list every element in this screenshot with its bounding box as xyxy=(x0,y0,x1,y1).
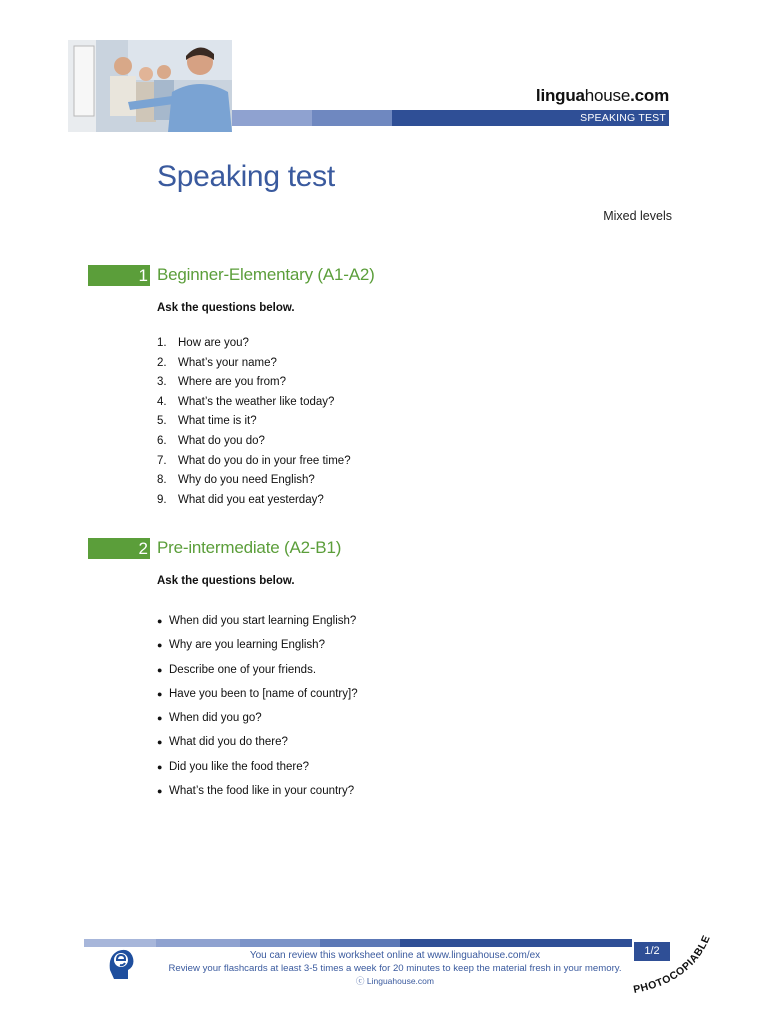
header-section-label: SPEAKING TEST xyxy=(580,112,666,124)
bullet-text: Describe one of your friends. xyxy=(169,663,317,676)
footer-flashcards-note: Review your flashcards at least 3-5 times a week for 20 minutes to keep the material fresh in your memory. xyxy=(168,963,622,974)
section-1-title: Beginner-Elementary (A1-A2) xyxy=(157,265,375,284)
question-number: 8. xyxy=(157,474,167,487)
brand-bold: lingua xyxy=(535,86,585,105)
question-text: What’s your name? xyxy=(178,356,277,369)
question-item xyxy=(157,471,351,491)
section-1-instruction: Ask the questions below. xyxy=(157,302,295,314)
footer-bar-dark xyxy=(400,939,632,947)
question-item xyxy=(157,334,351,354)
bullet-icon: ● xyxy=(157,640,163,651)
question-text: How are you? xyxy=(178,337,249,349)
question-item xyxy=(157,373,351,393)
question-number: 5. xyxy=(157,415,167,428)
section-1-question-list xyxy=(157,334,351,510)
bullet-text: When did you start learning English? xyxy=(169,615,357,627)
bullet-text: When did you go? xyxy=(169,712,262,725)
question-number: 7. xyxy=(157,454,167,467)
section-2-instruction: Ask the questions below. xyxy=(157,575,295,587)
header-bar-light xyxy=(232,110,312,126)
bullet-text: Have you been to [name of country]? xyxy=(169,687,358,700)
question-text: What do you do? xyxy=(178,434,265,447)
question-text: What time is it? xyxy=(178,415,257,428)
header-bar-mid xyxy=(312,110,392,126)
question-item xyxy=(157,432,351,452)
question-item xyxy=(157,452,351,472)
bullet-icon: ● xyxy=(157,688,163,699)
brand-logo xyxy=(470,86,669,106)
bullet-icon: ● xyxy=(157,737,163,748)
question-number: 9. xyxy=(157,493,167,506)
question-text: Where are you from? xyxy=(178,376,287,389)
bullet-text: Did you like the food there? xyxy=(169,760,310,773)
photocopiable-text: PHOTOCOPIABLE xyxy=(632,935,713,995)
bullet-item xyxy=(157,682,358,706)
question-text: Why do you need English? xyxy=(178,474,315,487)
section-2-question-list xyxy=(157,609,358,803)
bullet-item xyxy=(157,658,358,682)
question-text: What’s the weather like today? xyxy=(178,395,335,408)
bullet-icon: ● xyxy=(157,664,163,675)
question-text: What did you eat yesterday? xyxy=(178,493,324,506)
question-number: 6. xyxy=(157,434,167,447)
photocopiable-stamp xyxy=(628,935,738,995)
footer-bar-mid2 xyxy=(320,939,400,947)
level-label: Mixed levels xyxy=(603,209,672,223)
page-number: 1/2 xyxy=(634,942,670,961)
section-1-number: 1 xyxy=(88,265,150,286)
bullet-text: Why are you learning English? xyxy=(169,639,325,652)
bullet-text: What did you do there? xyxy=(169,736,288,749)
question-item xyxy=(157,393,351,413)
bullet-item xyxy=(157,755,358,779)
question-number: 3. xyxy=(157,376,167,389)
section-2-number: 2 xyxy=(88,538,150,559)
header-photo xyxy=(68,40,232,132)
footer-review-online: You can review this worksheet online at www.linguahouse.com/ex xyxy=(249,950,541,961)
linguahouse-e-logo-icon xyxy=(106,946,136,982)
section-2-title: Pre-intermediate (A2-B1) xyxy=(157,538,342,557)
page-title: Speaking test xyxy=(157,160,335,193)
question-number: 2. xyxy=(157,356,167,369)
bullet-item xyxy=(157,633,358,657)
bullet-icon: ● xyxy=(157,616,163,626)
bullet-icon: ● xyxy=(157,713,163,724)
bullet-text: What’s the food like in your country? xyxy=(169,785,355,798)
bullet-item xyxy=(157,706,358,730)
footer-copyright: ⓒ Linguahouse.com xyxy=(356,976,434,986)
footer-bar-light2 xyxy=(156,939,240,947)
bullet-icon: ● xyxy=(157,761,163,772)
footer-bar-mid xyxy=(240,939,320,947)
question-text: What do you do in your free time? xyxy=(178,454,351,467)
question-item xyxy=(157,354,351,374)
bullet-item xyxy=(157,779,358,803)
question-item xyxy=(157,491,351,511)
bullet-item xyxy=(157,609,358,633)
brand-light: house xyxy=(584,86,631,105)
question-item xyxy=(157,412,351,432)
brand-suffix: .com xyxy=(630,86,669,105)
bullet-item xyxy=(157,730,358,754)
svg-text:PHOTOCOPIABLE xyxy=(632,935,713,995)
question-number: 1. xyxy=(157,337,167,349)
question-number: 4. xyxy=(157,395,167,408)
bullet-icon: ● xyxy=(157,786,163,797)
